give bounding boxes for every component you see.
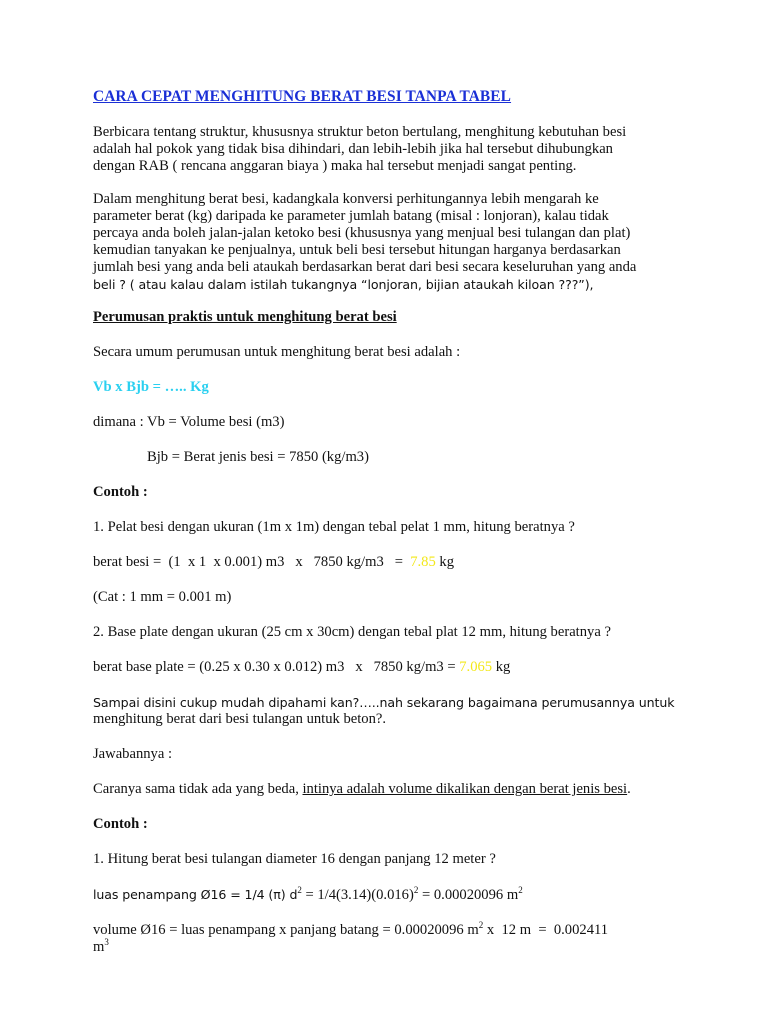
text-line: jumlah besi yang anda beli ataukah berdasarkan berat dari besi secara keseluruhan yang anda <box>93 259 637 275</box>
example-1-calculation <box>93 554 703 571</box>
area-formula-mid: = 1/4(3.14)(0.016) <box>301 887 414 903</box>
section-heading: Perumusan praktis untuk menghitung berat besi <box>93 309 397 325</box>
superscript: 3 <box>104 937 109 947</box>
volume-unit: m <box>93 939 105 955</box>
text-line: dengan RAB ( rencana anggaran biaya ) maka hal tersebut menjadi sangat penting. <box>93 158 577 174</box>
text-line: parameter berat (kg) daripada ke parameter jumlah batang (misal : lonjoran), kalau tidak <box>93 208 609 224</box>
transition-paragraph <box>93 694 703 728</box>
answer-text-end: . <box>627 781 631 797</box>
document-page <box>93 88 703 956</box>
superscript: 2 <box>413 885 419 895</box>
definition-bjb: Bjb = Berat jenis besi = 7850 (kg/m3) <box>147 449 369 465</box>
text-line: kemudian tanyakan ke penjualnya, untuk beli besi tersebut hitungan harganya berdasarkan <box>93 242 621 258</box>
text-line: Berbicara tentang struktur, khususnya struktur beton bertulang, menghitung kebutuhan besi <box>93 124 627 140</box>
result-value: 7.065 <box>459 659 493 675</box>
text-line: percaya anda boleh jalan-jalan ketoko besi (khususnya yang menjual besi tulangan dan plat) <box>93 225 631 241</box>
intro-paragraph-1 <box>93 124 703 175</box>
example-1-note: (Cat : 1 mm = 0.001 m) <box>93 589 232 605</box>
area-formula-result: = 0.00020096 m <box>418 887 519 903</box>
calc-text: berat besi = (1 x 1 x 0.001) m3 x 7850 kg/m3 = <box>93 554 411 570</box>
calc-text: berat base plate = (0.25 x 0.30 x 0.012) m3 x 7850 kg/m3 = <box>93 659 460 675</box>
formula-intro: Secara umum perumusan untuk menghitung berat besi adalah : <box>93 344 461 360</box>
example-heading: Contoh : <box>93 484 148 500</box>
text-line: Dalam menghitung berat besi, kadangkala konversi perhitungannya lebih mengarah ke <box>93 191 599 207</box>
text-line: beli ? ( atau kalau dalam istilah tukangnya “lonjoran, bijian ataukah kiloan ???”), <box>93 277 594 292</box>
answer-label: Jawabannya : <box>93 746 173 762</box>
superscript: 2 <box>297 885 302 895</box>
text-line: menghitung berat dari besi tulangan untuk beton?. <box>93 711 387 727</box>
result-value: 7.85 <box>410 554 436 570</box>
example-heading-2: Contoh : <box>93 816 148 832</box>
definition-vb: dimana : Vb = Volume besi (m3) <box>93 414 285 430</box>
volume-formula-start: volume Ø16 = luas penampang x panjang batang = 0.00020096 m <box>93 922 479 938</box>
intro-paragraph-2 <box>93 191 703 293</box>
text-line: Sampai disini cukup mudah dipahami kan?…..nah sekarang bagaimana perumusannya untuk <box>93 695 675 710</box>
text-line <box>93 922 703 939</box>
unit-text: kg <box>492 659 511 675</box>
example-2-calculation <box>93 659 703 676</box>
volume-formula-result: x 12 m = 0.002411 <box>483 922 609 938</box>
example-1-question: 1. Pelat besi dengan ukuran (1m x 1m) dengan tebal pelat 1 mm, hitung beratnya ? <box>93 519 575 535</box>
unit-text: kg <box>435 554 455 570</box>
formula: Vb x Bjb = ….. Kg <box>93 379 209 395</box>
example-3-volume <box>93 922 703 956</box>
document-title: CARA CEPAT MENGHITUNG BERAT BESI TANPA TABEL <box>93 88 512 105</box>
answer-text <box>93 781 703 798</box>
area-formula-start: luas penampang Ø16 = 1/4 (π) d <box>93 887 298 902</box>
text-line <box>93 939 703 956</box>
example-2-question: 2. Base plate dengan ukuran (25 cm x 30cm) dengan tebal plat 12 mm, hitung beratnya ? <box>93 624 611 640</box>
example-3-question: 1. Hitung berat besi tulangan diameter 16 dengan panjang 12 meter ? <box>93 851 496 867</box>
answer-key-phrase: intinya adalah volume dikalikan dengan berat jenis besi <box>302 781 628 797</box>
superscript: 2 <box>518 885 523 895</box>
superscript: 2 <box>478 920 484 930</box>
example-3-area <box>93 886 703 904</box>
text-line: adalah hal pokok yang tidak bisa dihindari, dan lebih-lebih jika hal tersebut dihubungkan <box>93 141 613 157</box>
answer-text-start: Caranya sama tidak ada yang beda, <box>93 781 303 797</box>
